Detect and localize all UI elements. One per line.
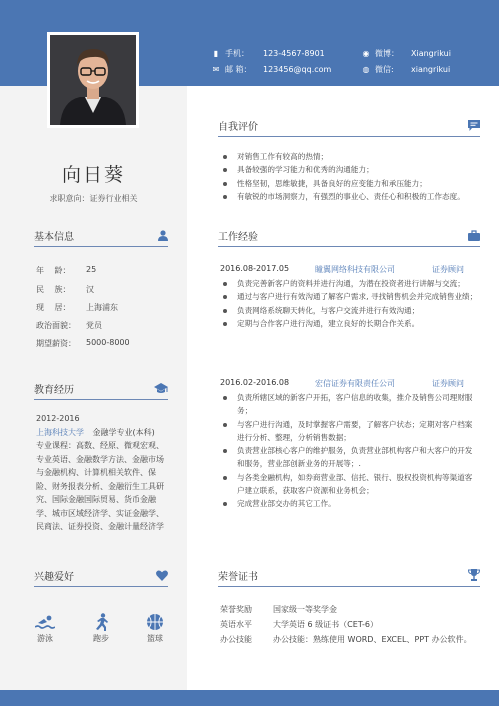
self-eval-header	[218, 118, 480, 137]
phone-contact	[211, 48, 325, 59]
info-row-politics	[36, 320, 102, 331]
briefcase-icon	[468, 230, 480, 243]
wechat-icon: ◍	[362, 65, 370, 74]
list-item: 通过与客户进行有效沟通了解客户需求, 寻找销售机会并完成销售业绩；	[220, 290, 478, 303]
honor-value: 大学英语 6 级证书（CET-6）	[273, 620, 378, 629]
weibo-value: Xiangrikui	[411, 49, 451, 58]
person-name: 向日葵	[61, 164, 125, 186]
job-intent: 求职意向：证券行业相关	[49, 194, 138, 203]
info-value: 汉	[86, 285, 94, 294]
phone-icon: ▮	[213, 49, 219, 58]
education-school-line	[36, 426, 168, 440]
hobby-label: 篮球	[147, 634, 163, 643]
info-row-salary	[36, 338, 130, 349]
list-item: 定期与合作客户进行沟通，建立良好的长期合作关系。	[220, 317, 478, 330]
job-header-2	[220, 378, 478, 390]
honor-label: 办公技能	[220, 635, 252, 644]
hobby-swimming	[30, 613, 60, 644]
education-period: 2012-2016	[36, 414, 80, 423]
honor-row-award	[220, 604, 337, 615]
job-position: 证券顾问	[432, 265, 464, 274]
info-value: 党员	[86, 321, 102, 330]
info-value: 上海浦东	[86, 303, 118, 312]
list-item: 负责完善新客户的资料并进行沟通，为潜在投资者进行讲解与交流；	[220, 277, 478, 290]
job-company: 宏信证券有限责任公司	[315, 379, 395, 388]
info-label: 政治面貌：	[36, 321, 76, 330]
bottom-banner	[0, 690, 499, 706]
honor-label: 荣誉奖励	[220, 605, 252, 614]
basic-info-title: 基本信息	[34, 232, 74, 243]
hobby-label: 跑步	[93, 634, 109, 643]
wechat-value: xiangrikui	[411, 65, 451, 74]
list-item: 与客户进行沟通，及时掌握客户需要，了解客户状态；定期对客户档案进行分析、整理，分析销售数据；	[220, 418, 478, 445]
info-value: 25	[86, 265, 97, 274]
honors-header	[218, 568, 480, 587]
info-row-age	[36, 265, 96, 276]
list-item: 具备较强的学习能力和优秀的沟通能力；	[220, 163, 478, 176]
wechat-contact	[361, 64, 450, 75]
honor-value: 办公技能：熟练使用 WORD、EXCEL、PPT 办公软件。	[273, 635, 472, 644]
trophy-icon	[468, 569, 480, 583]
job-period: 2016.02-2016.08	[220, 378, 290, 387]
job-duties-2	[220, 391, 478, 511]
list-item: 完成营业部交办的其它工作。	[220, 497, 478, 510]
honor-row-office	[220, 634, 472, 645]
list-item: 负责营业部核心客户的维护服务，负责营业部机构客户和大客户的开发和服务，营业部创新业务的开展等；.	[220, 444, 478, 471]
weibo-contact	[361, 48, 451, 59]
avatar	[50, 35, 136, 125]
hobby-running	[86, 613, 116, 644]
self-eval-list	[220, 150, 478, 203]
running-icon	[86, 613, 116, 633]
education-details	[36, 412, 168, 534]
major: 金融学专业(本科)	[92, 427, 155, 437]
list-item: 负责网络系统聊天转化，与客户交流并进行有效沟通；	[220, 304, 478, 317]
self-eval-title: 自我评价	[218, 122, 258, 133]
work-title: 工作经验	[218, 232, 258, 243]
list-item: 负责所辖区域的新客户开拓，客户信息的收集，推介及销售公司理财服务；	[220, 391, 478, 418]
email-value: 123456@qq.com	[263, 65, 332, 74]
course-list: 专业课程：高数、经原、微观宏观、专业英语、金融数学方法、金融市场与金融机构、计算机相关软件、保险、财务报表分析、金融衍生工具研究、国际金融国际贸易、货币金融学、城市区域经济学、实证金融学、民商法、证券投资、金融计量经济学	[36, 441, 164, 531]
job-duties-1	[220, 277, 478, 330]
profile-photo	[47, 32, 139, 128]
email-label: 邮 箱：	[225, 65, 252, 74]
basketball-icon	[140, 613, 170, 633]
education-header	[34, 381, 168, 400]
weibo-label: 微博：	[375, 49, 399, 58]
graduation-cap-icon	[154, 383, 168, 396]
email-icon: ✉	[212, 65, 220, 74]
wechat-label: 微信:	[375, 65, 394, 74]
list-item: 有敏锐的市场洞察力，有强烈的事业心、责任心和积极的工作态度。	[220, 190, 478, 203]
job-position: 证券顾问	[432, 379, 464, 388]
info-row-residence	[36, 302, 118, 313]
hobbies-title: 兴趣爱好	[34, 572, 74, 583]
info-value: 5000-8000	[86, 338, 130, 347]
person-icon	[158, 230, 168, 243]
hobbies-header	[34, 568, 168, 587]
basic-info-header	[34, 228, 168, 247]
chat-bubble-icon	[468, 120, 480, 133]
phone-value: 123-4567-8901	[263, 49, 325, 58]
hobby-label: 游泳	[37, 634, 53, 643]
honor-value: 国家级一等奖学金	[273, 605, 337, 614]
job-period: 2016.08-2017.05	[220, 264, 290, 273]
honor-row-english	[220, 619, 378, 630]
phone-label: 手机：	[225, 49, 249, 58]
info-label: 民 族：	[36, 285, 71, 294]
heart-icon	[156, 570, 168, 583]
info-row-ethnicity	[36, 284, 94, 295]
info-label: 年 龄：	[36, 266, 71, 275]
school-name: 上海科技大学	[36, 427, 84, 437]
person-portrait-icon	[50, 35, 136, 125]
list-item: 对销售工作有较高的热情；	[220, 150, 478, 163]
list-item: 与各类金融机构，如券商营业部、信托、银行、股权投资机构等渠道客户建立联系，获取客户资源和业务机会；	[220, 471, 478, 498]
work-header	[218, 228, 480, 247]
list-item: 性格坚韧，思维敏捷，具备良好的应变能力和承压能力；	[220, 177, 478, 190]
honor-label: 英语水平	[220, 620, 252, 629]
info-label: 期望薪资：	[36, 339, 76, 348]
weibo-icon: ◉	[362, 49, 370, 58]
education-title: 教育经历	[34, 385, 74, 396]
email-contact	[211, 64, 331, 75]
honors-title: 荣誉证书	[218, 572, 258, 583]
job-company: 瞳翼网络科技有限公司	[315, 265, 395, 274]
info-label: 现 居：	[36, 303, 71, 312]
job-header-1	[220, 264, 478, 276]
swimming-icon	[30, 613, 60, 633]
hobby-basketball	[140, 613, 170, 644]
